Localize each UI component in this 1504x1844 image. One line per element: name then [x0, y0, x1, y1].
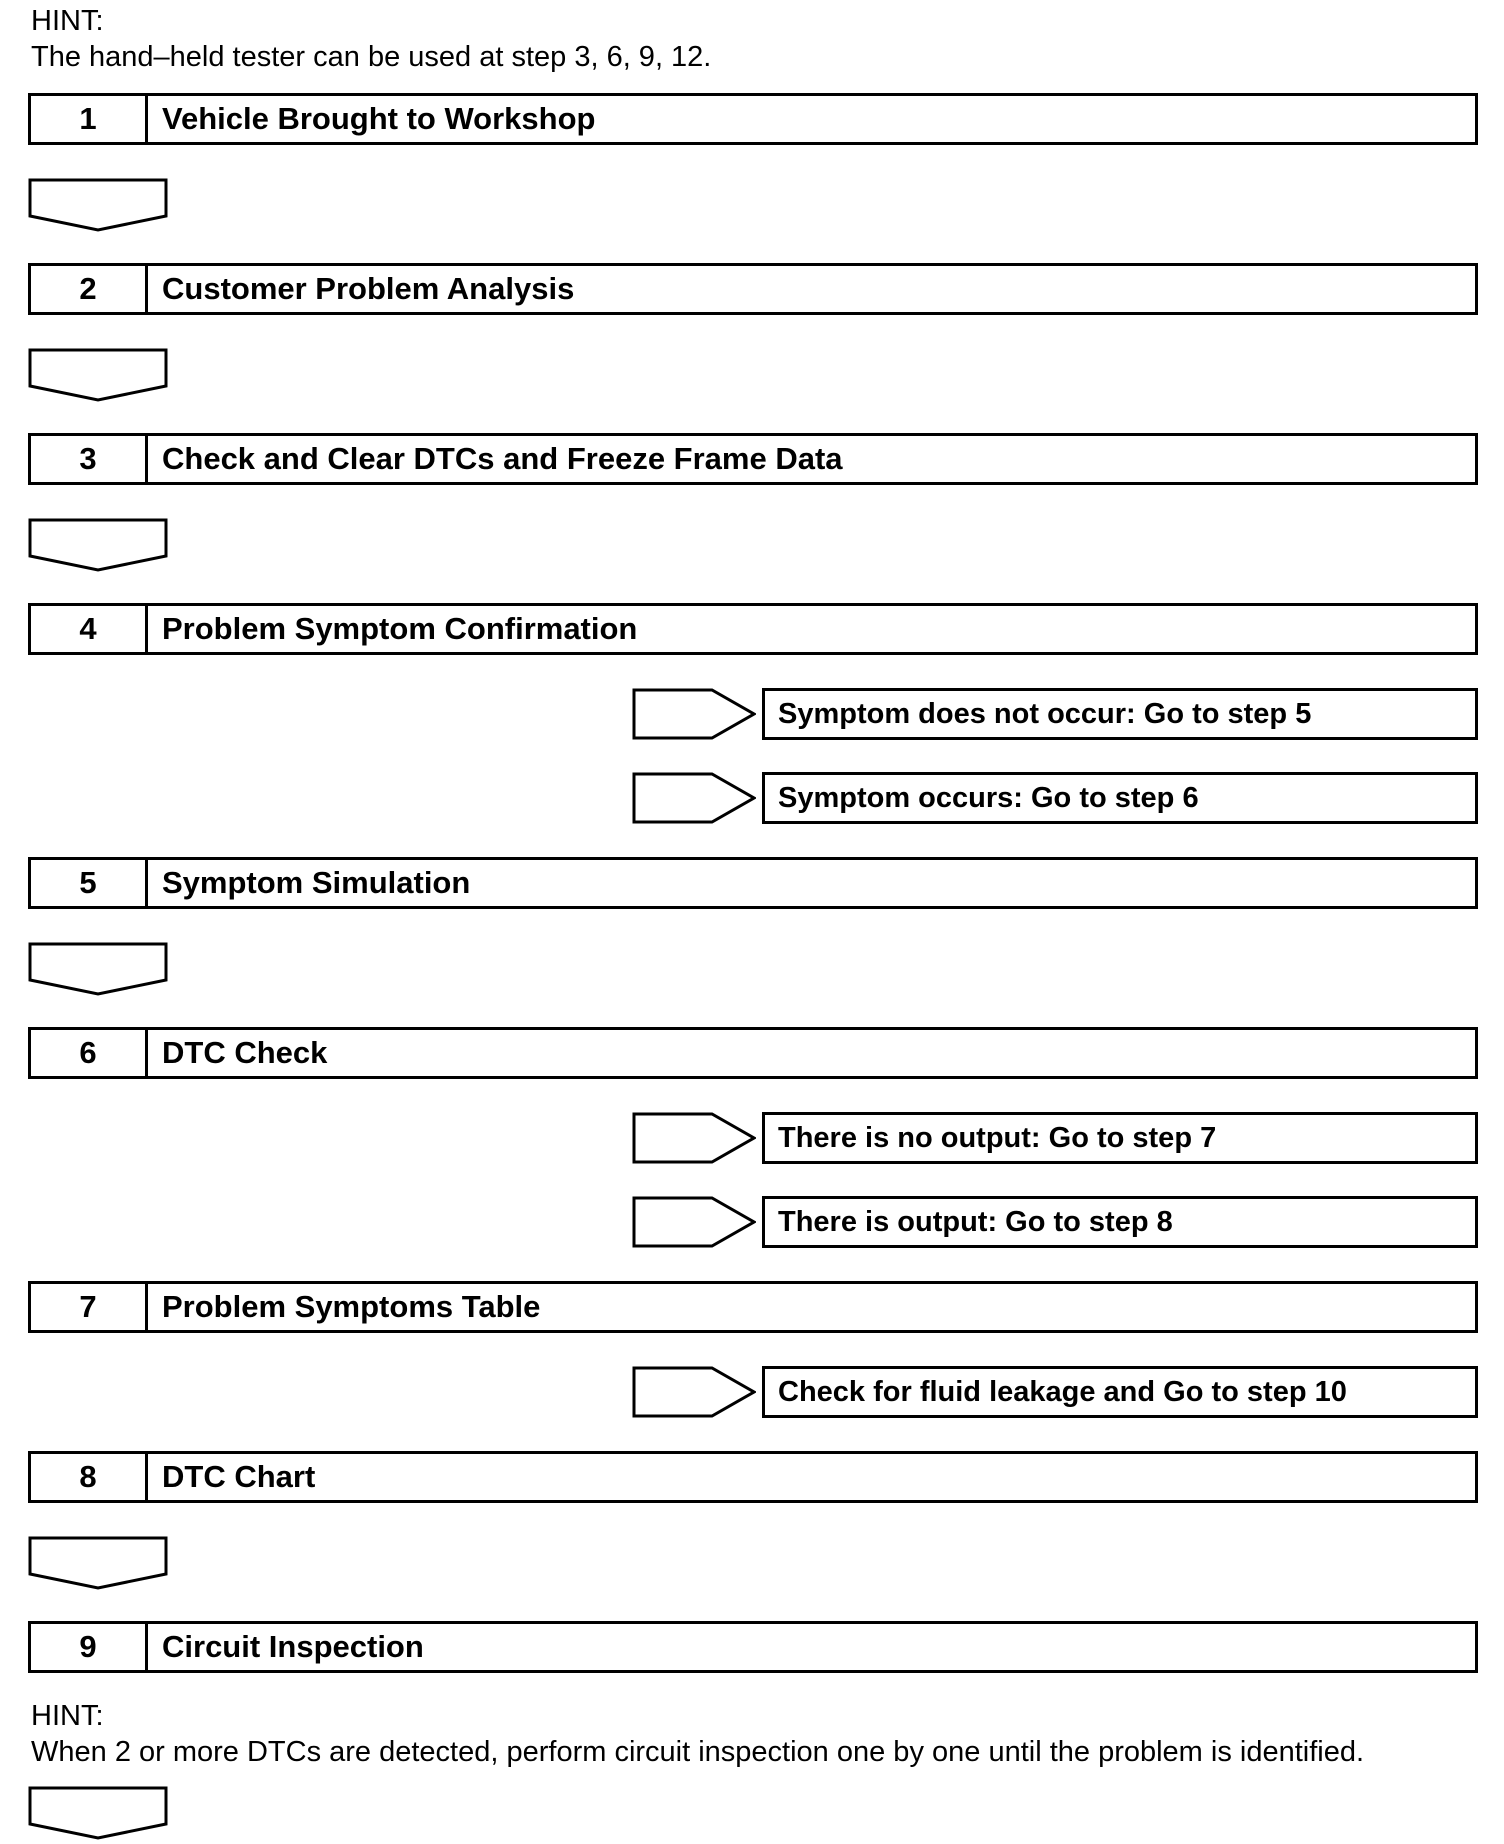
branch-result: Check for fluid leakage and Go to step 10: [762, 1366, 1478, 1418]
down-arrow-icon: [28, 1786, 168, 1840]
right-arrow-icon: [632, 1196, 756, 1248]
down-arrow-icon: [28, 178, 168, 232]
step-number: 9: [31, 1624, 148, 1670]
hint-label-top: HINT:: [31, 5, 104, 37]
step-box-2: [28, 263, 1478, 315]
down-arrow-icon: [28, 348, 168, 402]
branch-result: Symptom occurs: Go to step 6: [762, 772, 1478, 824]
step-box-1: [28, 93, 1478, 145]
right-arrow-icon: [632, 688, 756, 740]
step-number: 8: [31, 1454, 148, 1500]
hint-text-top: The hand–held tester can be used at step 3, 6, 9, 12.: [31, 41, 712, 73]
step-title: Symptom Simulation: [162, 865, 471, 900]
branch-result: There is output: Go to step 8: [762, 1196, 1478, 1248]
right-arrow-icon: [632, 1366, 756, 1418]
step-box-7: [28, 1281, 1478, 1333]
step-title: DTC Chart: [162, 1459, 316, 1494]
step-title: DTC Check: [162, 1035, 328, 1070]
step-number: 4: [31, 606, 148, 652]
down-arrow-icon: [28, 518, 168, 572]
step-box-4: [28, 603, 1478, 655]
step-number: 5: [31, 860, 148, 906]
hint-label-bottom: HINT:: [31, 1700, 104, 1732]
right-arrow-icon: [632, 772, 756, 824]
step-title: Problem Symptom Confirmation: [162, 611, 638, 646]
step-number: 7: [31, 1284, 148, 1330]
step-title: Customer Problem Analysis: [162, 271, 575, 306]
step-box-3: [28, 433, 1478, 485]
right-arrow-icon: [632, 1112, 756, 1164]
step-number: 1: [31, 96, 148, 142]
down-arrow-icon: [28, 942, 168, 996]
branch-result: There is no output: Go to step 7: [762, 1112, 1478, 1164]
step-title: Check and Clear DTCs and Freeze Frame Data: [162, 441, 843, 476]
step-box-6: [28, 1027, 1478, 1079]
step-number: 3: [31, 436, 148, 482]
step-number: 2: [31, 266, 148, 312]
step-title: Problem Symptoms Table: [162, 1289, 541, 1324]
step-box-5: [28, 857, 1478, 909]
step-title: Vehicle Brought to Workshop: [162, 101, 596, 136]
step-box-8: [28, 1451, 1478, 1503]
step-box-9: [28, 1621, 1478, 1673]
step-title: Circuit Inspection: [162, 1629, 424, 1664]
branch-result: Symptom does not occur: Go to step 5: [762, 688, 1478, 740]
step-number: 6: [31, 1030, 148, 1076]
down-arrow-icon: [28, 1536, 168, 1590]
hint-text-bottom: When 2 or more DTCs are detected, perform circuit inspection one by one until the problem is identified.: [31, 1736, 1365, 1768]
